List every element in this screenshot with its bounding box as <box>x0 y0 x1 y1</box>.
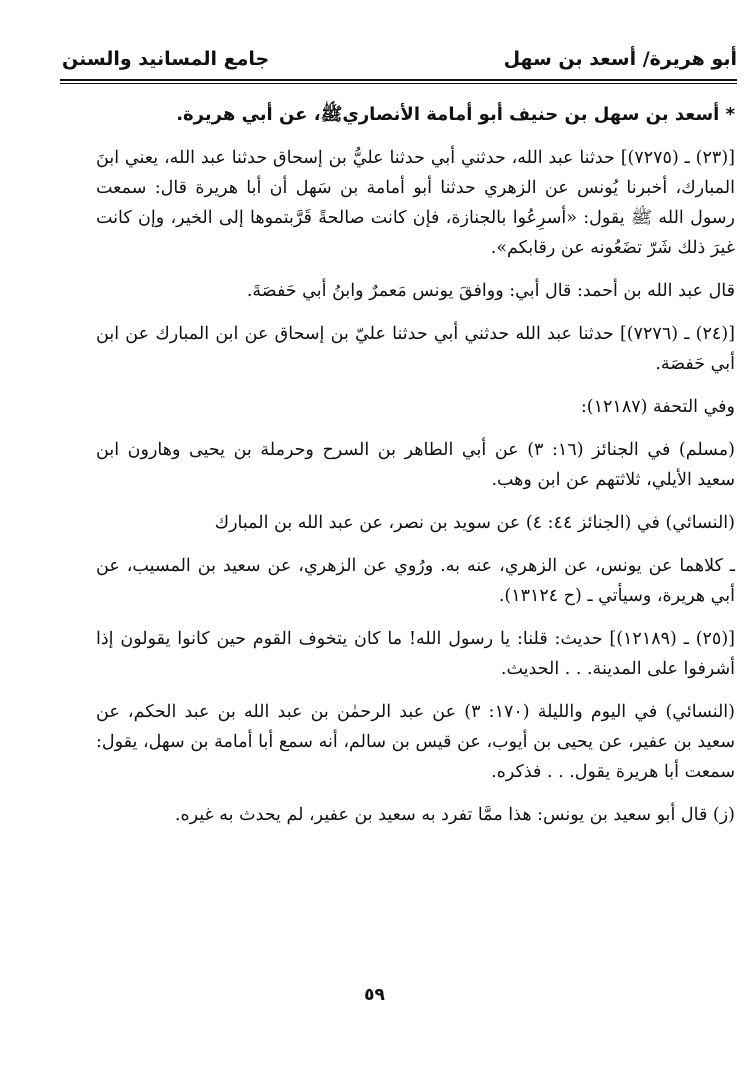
tuhfa-reference: وفي التحفة (١٢١٨٧): <box>580 397 735 417</box>
page-number: ٥٩ <box>364 985 385 1005</box>
header-rule <box>60 79 737 84</box>
nasai-reference: (النسائي) في (الجنائز ٤٤: ٤) عن سويد بن نصر، عن عبد الله بن المبارك <box>214 513 735 533</box>
header-left-title: جامع المسانيد والسنن <box>62 48 270 70</box>
section-title: * أسعد بن سهل بن حنيف أبو أمامة الأنصاريﷺ، عن أبي هريرة. <box>176 104 735 125</box>
note-paragraph: قال عبد الله بن أحمد: قال أبي: ووافقَ يونس مَعمرٌ وابنُ أبي حَفصَةَ. <box>246 281 735 301</box>
hadith-paragraph-24: [(٢٤) ـ (٧٢٧٦)] حدثنا عبد الله حدثني أبي حدثنا عليّ بن إسحاق عن ابن المبارك عن ابن أبي حَفصَة. <box>96 324 735 374</box>
header-right-title: أبو هريرة/ أسعد بن سهل <box>503 48 737 70</box>
nasai-yawm-reference: (النسائي) في اليوم والليلة (١٧٠: ٣) عن عبد الرحمٰن بن عبد الله بن عبد الحكم، عن سعيد بن عفير، عن يحيى بن أيوب، عن قيس بن سالم، أنه سمع أبا أمامة بن سهل، يقول: سمعت أبا هريرة يقول. . . فذكره. <box>96 702 735 782</box>
muslim-reference: (مسلم) في الجنائز (١٦: ٣) عن أبي الطاهر بن السرح وحرملة بن يحيى وهارون ابن سعيد الأيلي، ثلاثتهم عن ابن وهب. <box>96 440 735 490</box>
hadith-paragraph-23: [(٢٣) ـ (٧٢٧٥)] حدثنا عبد الله، حدثني أبي حدثنا عليُّ بن إسحاق حدثنا عبد الله، يعني ابنَ المبارك، أخبرنا يُونس عن الزهري حدثنا أبو أمامة بن سَهل أن أبا هريرة قال: سمعت رسول الله ﷺ يقول: «أسرِعُوا بالجنازة، فإن كانت صالحةً قَرَّبتموها إلى الخير، وإن كانت غيرَ ذلك شَرّ تضَعُونه عن رقابكم». <box>96 148 735 258</box>
ibn-yunus-note: (ز) قال أبو سعيد بن يونس: هذا ممَّا تفرد به سعيد بن عفير، لم يحدث به غيره. <box>174 805 735 825</box>
chain-paragraph: ـ كلاهما عن يونس، عن الزهري، عنه به. ورُوي عن الزهري، عن سعيد بن المسيب، عن أبي هريرة، وسيأتي ـ (ح ١٣١٢٤). <box>96 556 735 606</box>
page-content <box>96 100 735 843</box>
hadith-paragraph-25: [(٢٥) ـ (١٢١٨٩)] حديث: قلنا: يا رسول الله! ما كان يتخوف القوم حين كانوا يقولون إذا أشرفوا على المدينة. . . الحديث. <box>96 629 735 679</box>
page-header <box>62 44 737 84</box>
